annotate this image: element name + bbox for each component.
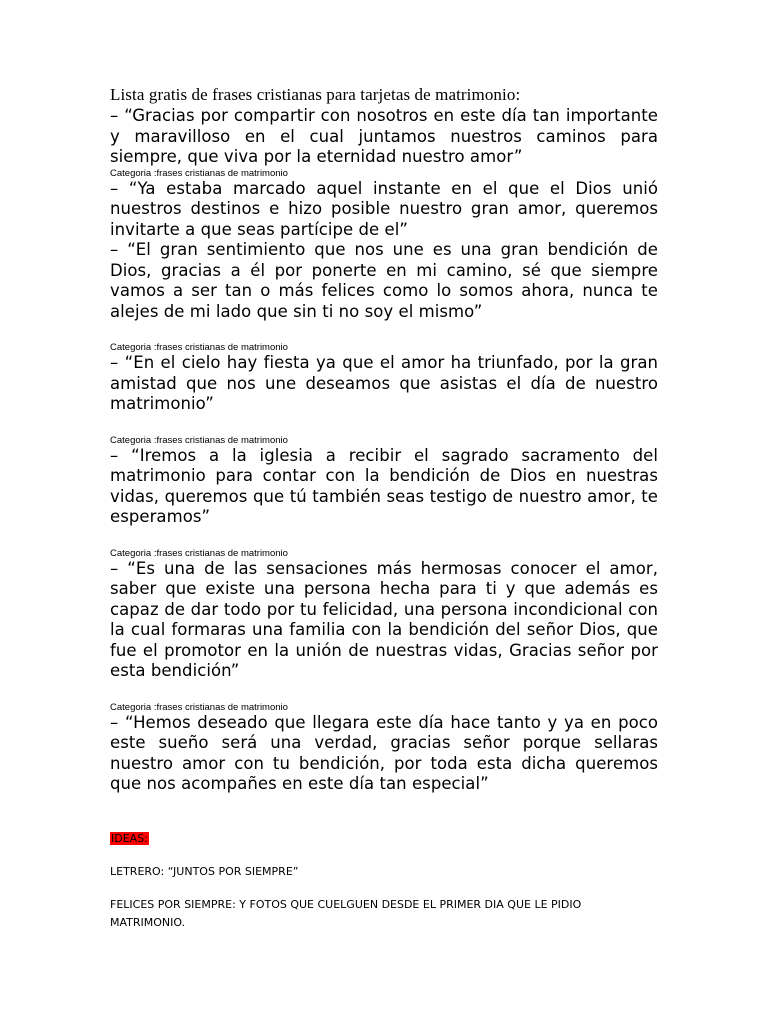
quote-6: – “Es una de las sensaciones más hermosas conocer el amor, saber que existe una persona hecha para ti y que además es capaz de dar todo por tu felicidad, una persona incondicional con la cual formaras una familia con la bendición del señor Dios, que fue el promotor en la unión de nuestras vidas, Gracias señor por esta bendición” — [110, 558, 658, 680]
felices-text: FELICES POR SIEMPRE: Y FOTOS QUE CUELGUEN DESDE EL PRIMER DIA QUE LE PIDIO MATRIMONIO. — [110, 897, 582, 929]
ideas-label: IDEAS: — [111, 831, 148, 845]
quote-1: – “Gracias por compartir con nosotros en este día tan importante y maravilloso en el cual juntamos nuestros caminos para siempre, que viva por la eternidad nuestro amor” — [110, 106, 658, 166]
category-label-3: Categoria :frases cristianas de matrimonio — [110, 434, 288, 446]
quote-7: – “Hemos deseado que llegara este día hace tanto y ya en poco este sueño será una verdad, gracias señor porque sellaras nuestro amor con tu bendición, por toda esta dicha queremos que nos acompañes en este día tan especial” — [110, 712, 658, 793]
quote-3: – “El gran sentimiento que nos une es una gran bendición de Dios, gracias a él por ponerte en mi camino, sé que siempre vamos a ser tan o más felices como lo somos ahora, nunca te alejes de mi lado que sin ti no soy el mismo” — [110, 240, 658, 321]
document-page — [110, 84, 658, 932]
quote-5: – “Iremos a la iglesia a recibir el sagrado sacramento del matrimonio para contar con la bendición de Dios en nuestras vidas, queremos que tú también seas testigo de nuestro amor, te esperamos” — [110, 445, 658, 526]
category-label-2: Categoria :frases cristianas de matrimonio — [110, 342, 288, 353]
letrero-text: LETRERO: “JUNTOS POR SIEMPRE” — [110, 864, 299, 878]
category-label-5: Categoria :frases cristianas de matrimonio — [110, 701, 288, 713]
ideas-section — [110, 827, 658, 846]
category-label-1: Categoria :frases cristianas de matrimonio — [110, 167, 288, 179]
document-heading: Lista gratis de frases cristianas para tarjetas de matrimonio: — [110, 85, 521, 104]
category-label-4: Categoria :frases cristianas de matrimonio — [110, 547, 288, 559]
quote-2: – “Ya estaba marcado aquel instante en el que el Dios unió nuestros destinos e hizo posible nuestro gran amor, queremos invitarte a que seas partícipe de el” — [110, 178, 658, 239]
quote-4: – “En el cielo hay fiesta ya que el amor ha triunfado, por la gran amistad que nos une deseamos que asistas el día de nuestro matrimonio” — [110, 353, 658, 413]
